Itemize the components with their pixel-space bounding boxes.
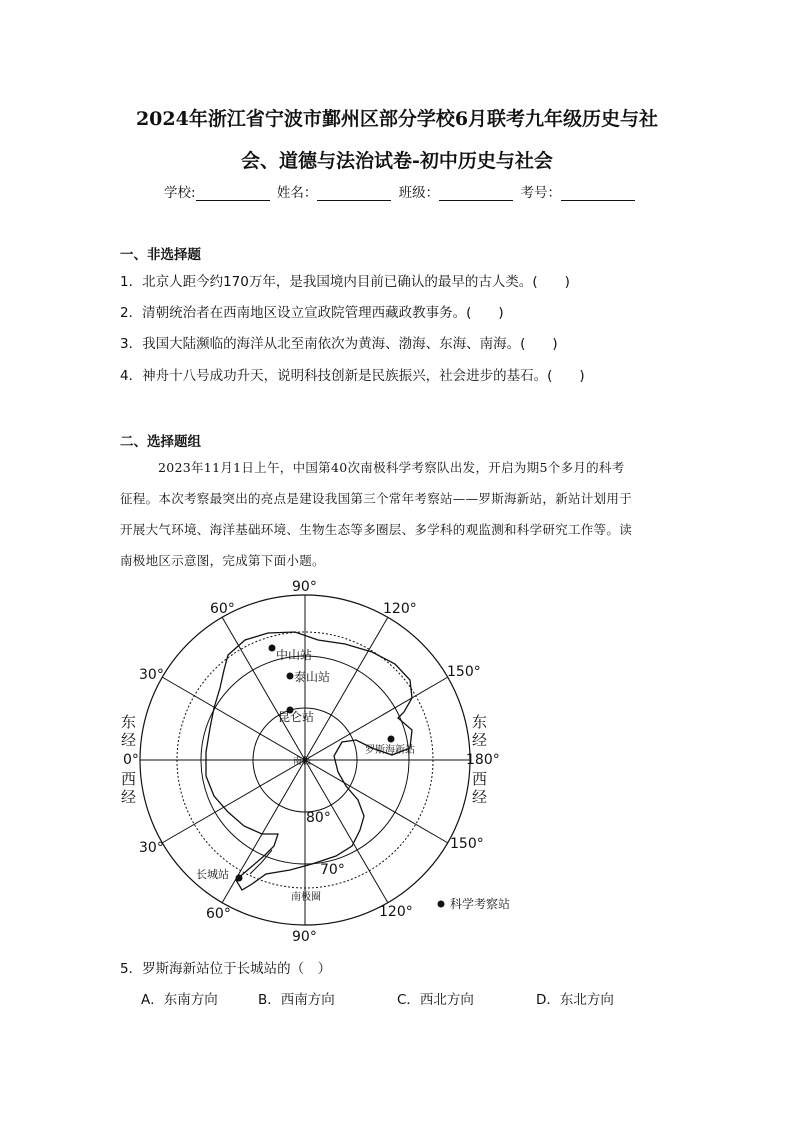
label-east-l2: 经 — [121, 731, 137, 749]
legend-label: 科学考察站 — [450, 897, 511, 911]
zhongshan-station-dot — [269, 645, 276, 652]
label-zhongshan: 中山站 — [276, 648, 313, 662]
legend-dot — [438, 901, 445, 908]
question-3: 3．我国大陆濒临的海洋从北至南依次为黄海、渤海、东海、南海。( ) — [120, 336, 558, 352]
label-60-tl: 60° — [210, 601, 235, 617]
label-zero: 0° — [123, 752, 139, 768]
passage-line-4: 南极地区示意图，完成第下面小题。 — [120, 553, 325, 568]
label-east-l1: 东 — [121, 713, 137, 731]
rosssea-station-dot — [388, 736, 395, 743]
label-west-r1: 西 — [472, 770, 488, 788]
school-label: 学校: — [164, 185, 196, 201]
option-d[interactable]: D．东北方向 — [536, 992, 614, 1008]
label-greatwall: 长城站 — [196, 868, 229, 881]
option-c[interactable]: C．西北方向 — [397, 992, 474, 1008]
label-west-l1: 西 — [121, 770, 137, 788]
passage-line-3: 开展大气环境、海洋基础环境、生物生态等多圈层、多学科的观监测和科学研究工作等。读 — [120, 522, 633, 537]
question-5-stem: 5．罗斯海新站位于长城站的（ ） — [120, 961, 332, 977]
label-west-r2: 经 — [472, 788, 488, 806]
option-b[interactable]: B．西南方向 — [258, 992, 335, 1008]
question-2: 2．清朝统治者在西南地区设立宣政院管理西藏政教事务。( ) — [120, 305, 504, 321]
section2-heading: 二、选择题组 — [120, 434, 201, 450]
label-90-bottom: 90° — [292, 929, 317, 945]
exam-number-label: 考号： — [520, 185, 561, 201]
exam-title-line2: 会、道德与法治试卷-初中历史与社会 — [241, 150, 553, 172]
label-30-bl: 30° — [139, 840, 164, 856]
question-1: 1．北京人距今约170万年，是我国境内目前已确认的最早的古人类。( ) — [120, 274, 570, 290]
label-east-r2: 经 — [472, 731, 488, 749]
class-label: 班级： — [398, 185, 440, 201]
option-a[interactable]: A．东南方向 — [141, 992, 218, 1008]
label-antarctic-circle: 南极圈 — [291, 892, 321, 903]
label-east-r1: 东 — [472, 713, 488, 731]
label-90-top: 90° — [292, 579, 317, 595]
label-kunlun: 昆仑站 — [278, 710, 315, 724]
section1-heading: 一、非选择题 — [120, 247, 201, 263]
question-4: 4．神舟十八号成功升天，说明科技创新是民族振兴，社会进步的基石。( ) — [120, 368, 585, 384]
greatwall-station-dot — [236, 875, 243, 882]
label-30-l: 30° — [139, 667, 164, 683]
label-south-pole: 南极 — [293, 757, 312, 767]
label-lat70: 70° — [320, 862, 345, 878]
name-label: 姓名： — [276, 185, 318, 201]
label-rosssea: 罗斯海新站 — [365, 745, 415, 756]
label-lat80: 80° — [306, 810, 331, 826]
taishan-station-dot — [287, 673, 294, 680]
label-150-br: 150° — [450, 836, 484, 852]
label-60-bl: 60° — [206, 906, 231, 922]
label-150-r: 150° — [447, 664, 481, 680]
passage-line-2: 征程。本次考察最突出的亮点是建设我国第三个常年考察站——罗斯海新站，新站计划用于 — [120, 491, 633, 506]
label-taishan: 泰山站 — [294, 670, 331, 684]
passage-line-1: 2023年11月1日上午，中国第40次南极科学考察队出发，开启为期5个多月的科考 — [158, 460, 625, 475]
label-west-l2: 经 — [121, 788, 137, 806]
label-180: 180° — [466, 752, 500, 768]
label-120-tr: 120° — [383, 601, 417, 617]
label-120-br: 120° — [379, 904, 413, 920]
exam-title-line1: 2024年浙江省宁波市鄞州区部分学校6月联考九年级历史与社 — [135, 108, 659, 130]
